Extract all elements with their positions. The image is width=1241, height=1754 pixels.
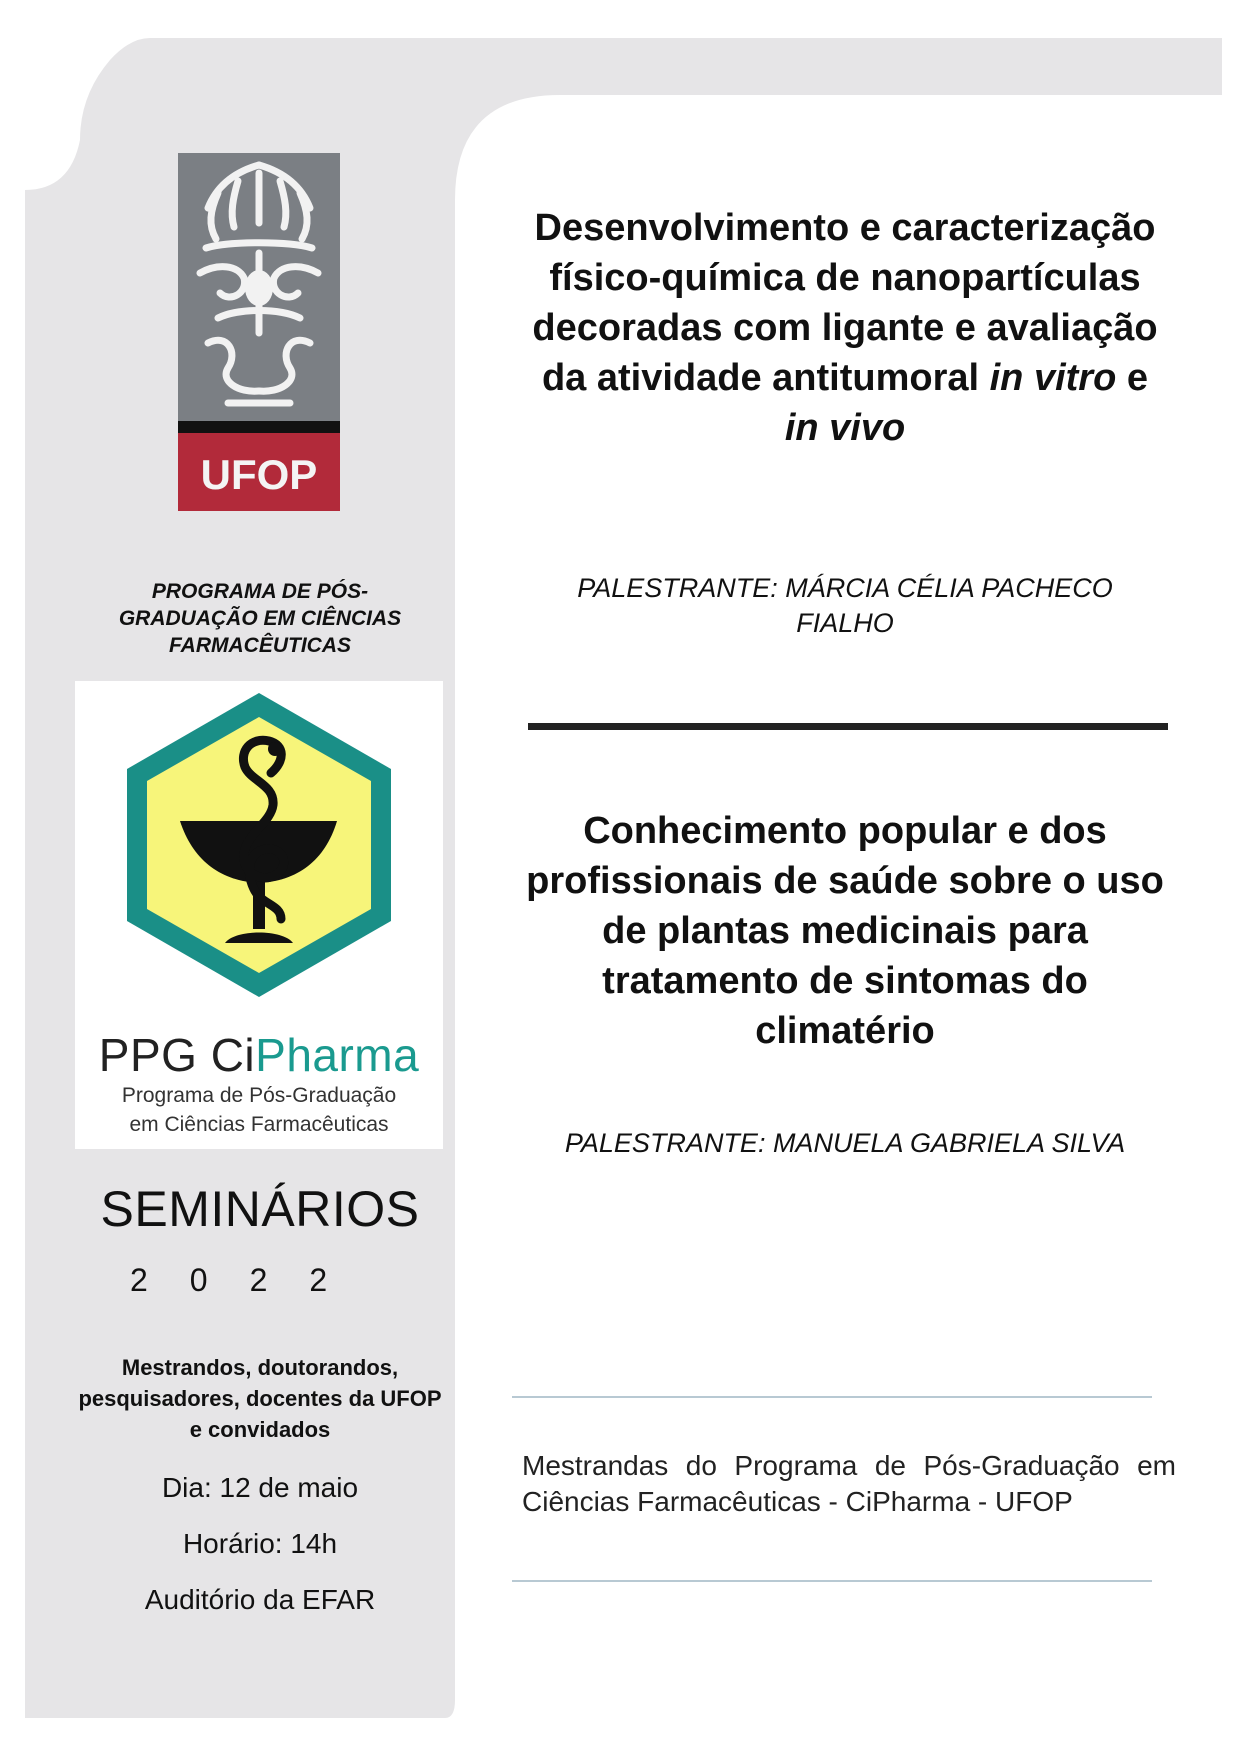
ufop-logo-text: UFOP [200,451,318,498]
footer-text: Mestrandas do Programa de Pós-Graduação em Ciências Farmacêuticas - CiPharma - UFOP [522,1450,1176,1517]
talk-1-speaker: PALESTRANTE: MÁRCIA CÉLIA PACHECO FIALHO [577,573,1113,638]
talk-1-title [520,203,1170,453]
talk-2-title: Conhecimento popular e dos profissionais de saúde sobre o uso de plantas medicinais para tratamento de sintomas do climatério [526,810,1164,1052]
event-year: 2022 [130,1262,370,1298]
cipharma-name-suffix: Pharma [255,1029,420,1081]
cipharma-name [75,1028,443,1082]
cipharma-logo [75,681,443,1149]
event-date: Dia: 12 de maio [161,1472,359,1503]
talk-1-title-italic-2: in vivo [784,407,906,449]
pharmacy-hexagon-icon [75,681,443,1021]
cipharma-subtitle-line2: em Ciências Farmacêuticas [129,1113,389,1136]
talk-1-title-connector: e [1116,357,1149,399]
cipharma-name-prefix: PPG Ci [98,1029,256,1081]
event-location: Auditório da EFAR [144,1584,376,1615]
event-audience: Mestrandos, doutorandos, pesquisadores, docentes da UFOP e convidados [78,1355,442,1442]
ufop-logo [178,153,340,511]
event-title: SEMINÁRIOS [100,1181,420,1237]
event-time: Horário: 14h [182,1528,338,1559]
program-title: PROGRAMA DE PÓS-GRADUAÇÃO EM CIÊNCIAS FARMACÊUTICAS [118,580,402,657]
footer-bottom-line [512,1580,1152,1582]
footer-top-line [512,1396,1152,1398]
talk-1-title-italic-1: in vitro [989,357,1117,399]
cipharma-subtitle [75,1081,443,1139]
section-divider [528,723,1168,730]
talk-2-speaker: PALESTRANTE: MANUELA GABRIELA SILVA [564,1128,1126,1158]
talk-1-title-text: Desenvolvimento e caracterização físico-química de nanopartículas decoradas com ligante e avaliação da atividade antitumoral [532,207,1158,399]
cipharma-subtitle-line1: Programa de Pós-Graduação [121,1084,397,1107]
